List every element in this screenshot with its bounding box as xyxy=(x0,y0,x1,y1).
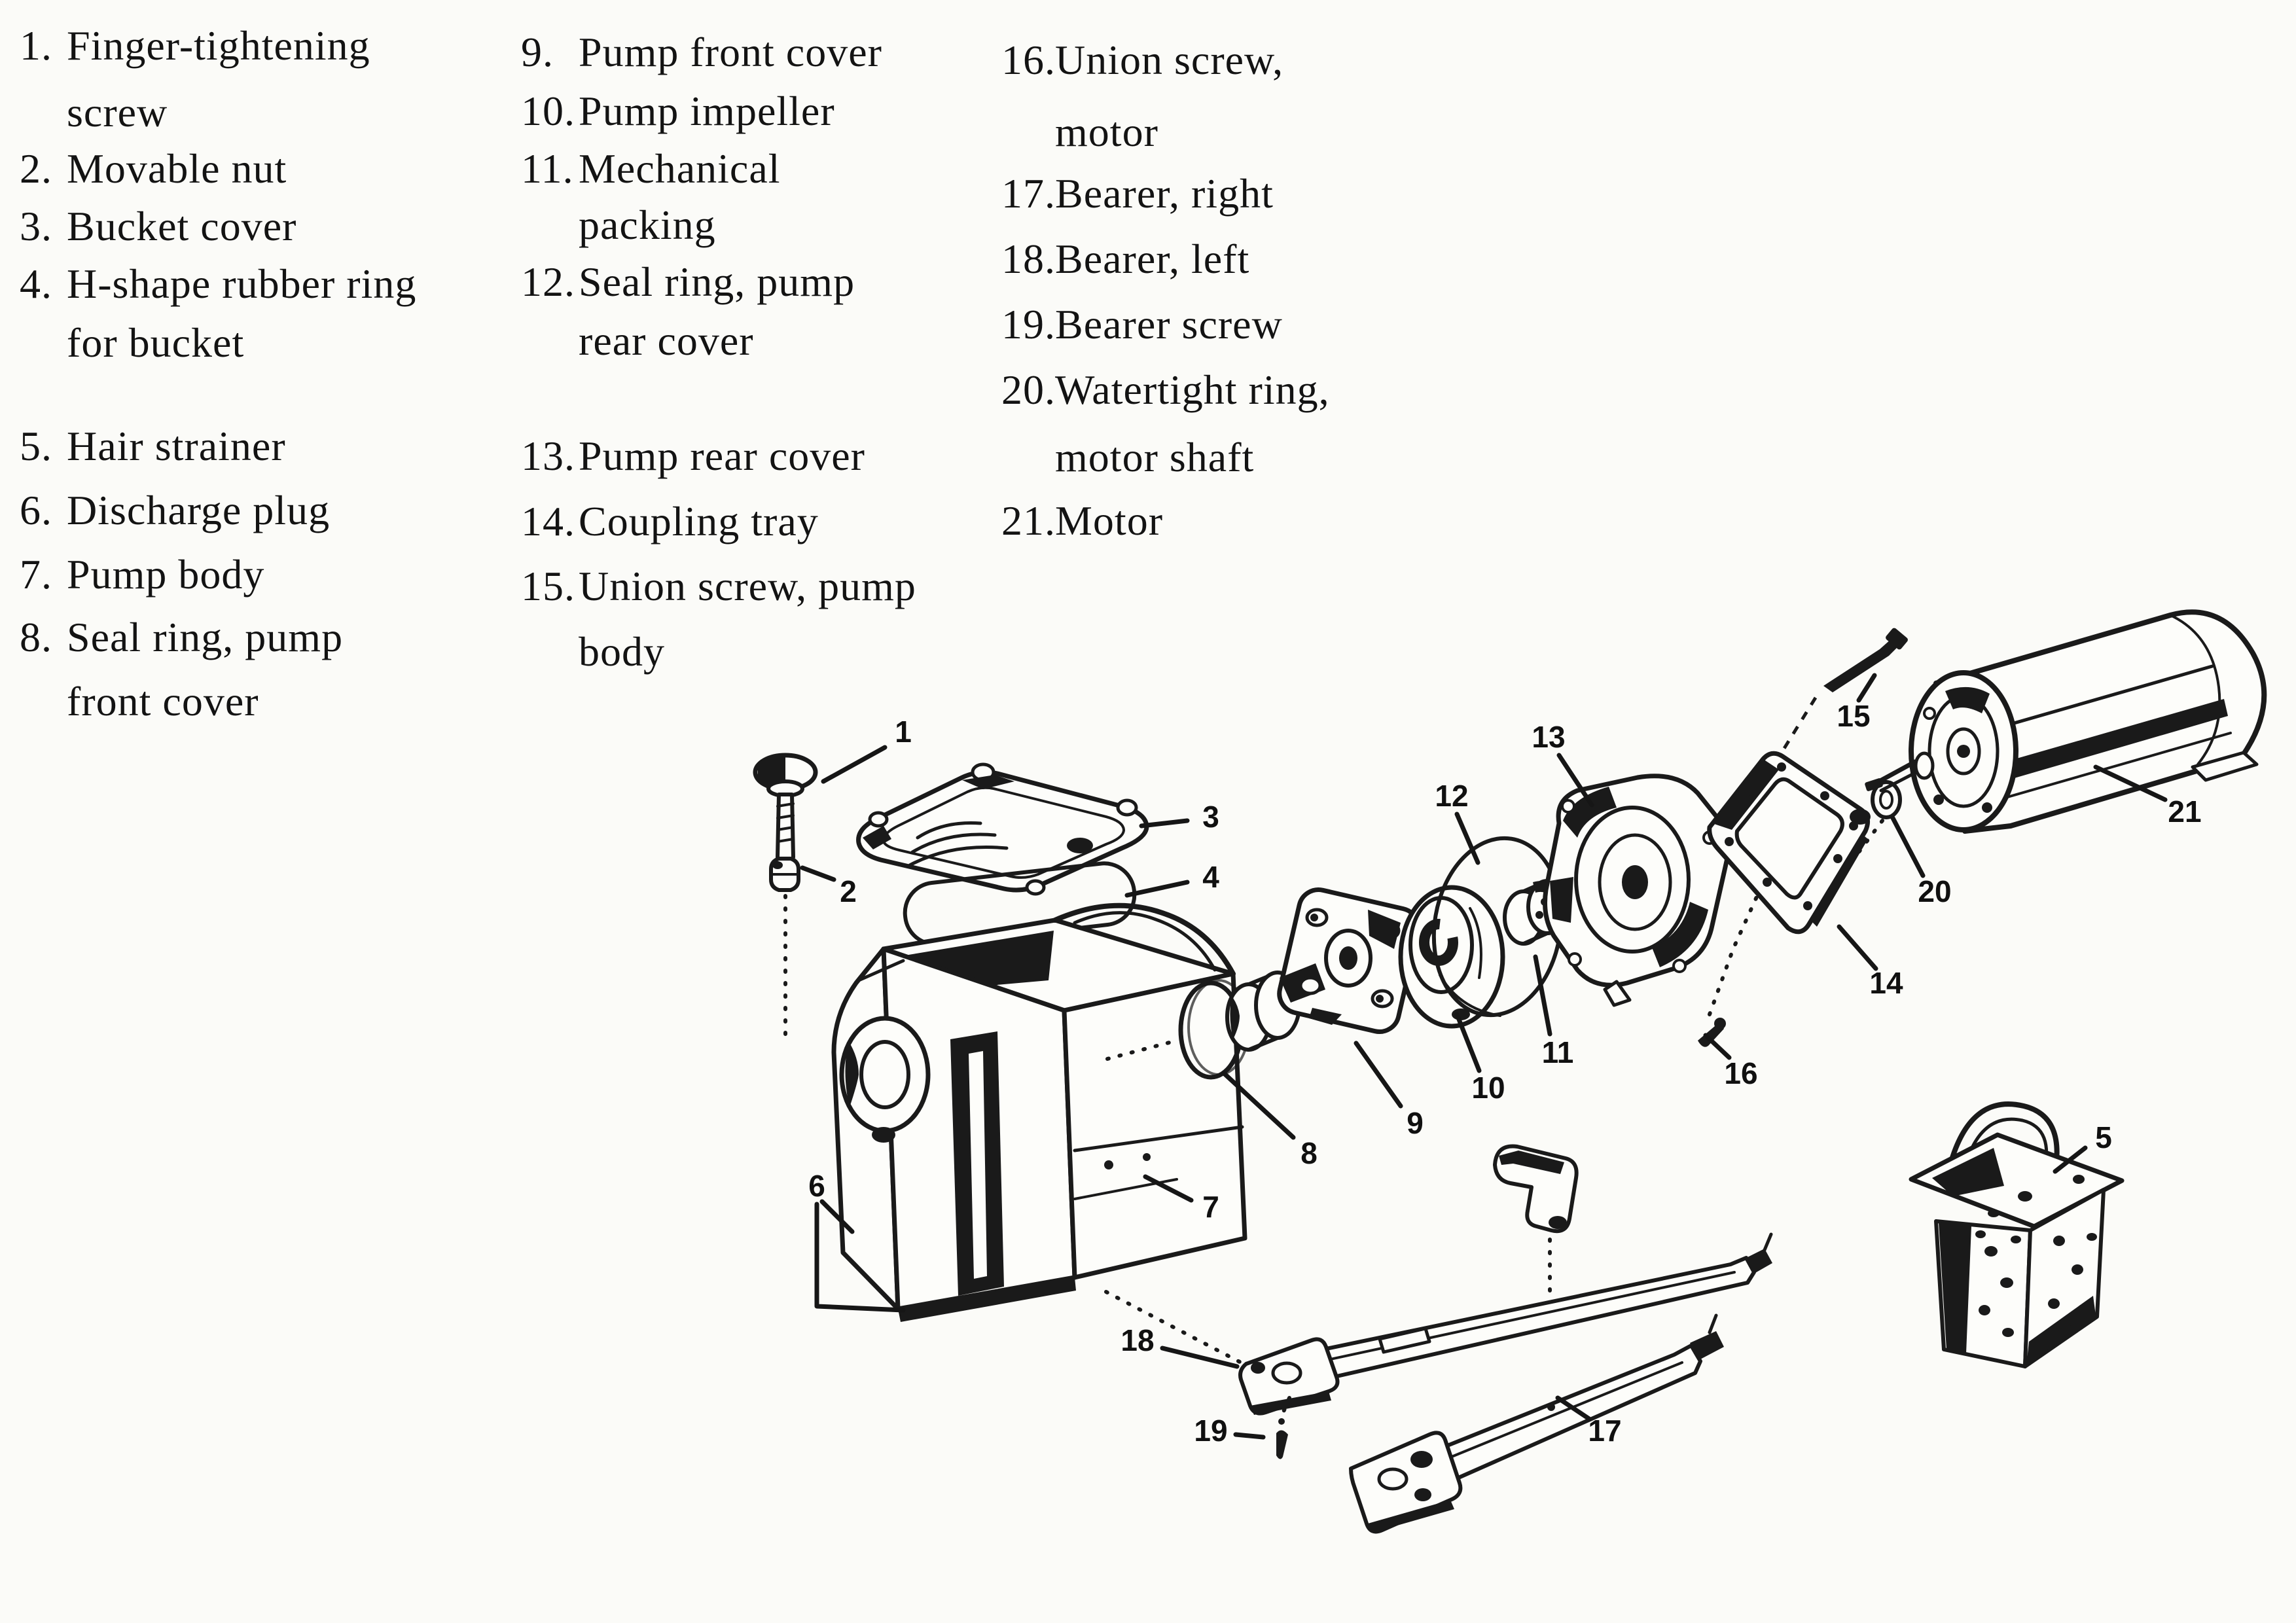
part-list-label: H-shape rubber ring xyxy=(67,260,417,307)
callout-number-5: 5 xyxy=(2095,1120,2112,1154)
callout-number-14: 14 xyxy=(1869,966,1903,1000)
part-list-number: 19. xyxy=(1001,301,1056,348)
part-list-number: 10. xyxy=(521,88,575,134)
part-list-number: 11. xyxy=(521,145,574,192)
part-list-number: 2. xyxy=(20,145,52,192)
callout-number-17: 17 xyxy=(1588,1414,1622,1448)
callout-number-13: 13 xyxy=(1532,720,1566,754)
callout-leader-19 xyxy=(1236,1435,1263,1437)
part-list-number: 18. xyxy=(1001,236,1056,282)
part-list-label: body xyxy=(579,628,665,675)
part-list-number: 14. xyxy=(521,498,575,544)
callout-number-12: 12 xyxy=(1435,779,1469,813)
part-list-label: Pump body xyxy=(67,551,265,597)
part-list-number: 1. xyxy=(20,22,52,69)
callout-number-4: 4 xyxy=(1202,860,1219,894)
callout-leader-9 xyxy=(1356,1043,1401,1106)
part-list-label: motor shaft xyxy=(1055,434,1255,480)
part-list-label: Coupling tray xyxy=(579,498,819,544)
part-list-label: Bucket cover xyxy=(67,203,297,249)
part-list-label: Seal ring, pump xyxy=(579,259,855,305)
part-list-number: 13. xyxy=(521,433,575,479)
callout-leader-20 xyxy=(1893,818,1923,876)
part-list-label: Seal ring, pump xyxy=(67,614,344,660)
callout-leader-2 xyxy=(802,868,834,880)
part-list-label: Pump impeller xyxy=(579,88,835,134)
part-list-label: motor xyxy=(1055,109,1158,155)
part-list-number: 12. xyxy=(521,259,575,305)
part-list-label: Finger-tightening xyxy=(67,22,370,69)
callout-number-16: 16 xyxy=(1724,1056,1758,1090)
part-list-number: 20. xyxy=(1001,366,1056,413)
part-list-number: 4. xyxy=(20,260,52,307)
callout-leader-4 xyxy=(1127,882,1187,895)
callout-number-10: 10 xyxy=(1471,1071,1505,1105)
part-pump-body xyxy=(834,906,1245,1322)
part-list-label: Motor xyxy=(1055,497,1163,544)
part-list-number: 5. xyxy=(20,423,52,469)
part-list-number: 6. xyxy=(20,487,52,533)
callout-leader-16 xyxy=(1706,1035,1729,1058)
part-pump-impeller xyxy=(1401,887,1503,1026)
part-list-number: 3. xyxy=(20,203,52,249)
callout-number-6: 6 xyxy=(808,1169,825,1203)
part-finger-tightening-screw xyxy=(755,755,816,1039)
part-coupling-tray xyxy=(1710,753,1871,932)
part-list-number: 21. xyxy=(1001,497,1056,544)
part-list-label: Pump front cover xyxy=(579,29,882,75)
callout-leader-11 xyxy=(1535,957,1550,1034)
part-union-screw-pump-body xyxy=(1782,627,1909,753)
part-list-label: rear cover xyxy=(579,317,754,364)
part-list-label: Hair strainer xyxy=(67,423,286,469)
part-bearer-screw xyxy=(1276,1418,1288,1459)
part-list-label: front cover xyxy=(67,678,259,724)
callout-leader-18 xyxy=(1162,1348,1237,1366)
callout-number-3: 3 xyxy=(1202,800,1219,834)
part-list-label: Movable nut xyxy=(67,145,287,192)
part-list-label: for bucket xyxy=(67,319,245,366)
part-list-label: Mechanical xyxy=(579,145,781,192)
callout-number-18: 18 xyxy=(1121,1323,1155,1357)
part-list-label: packing xyxy=(579,202,716,248)
callout-leader-1 xyxy=(823,747,885,781)
part-list-label: Bearer, right xyxy=(1055,170,1274,217)
part-list-label: Bearer screw xyxy=(1055,301,1283,348)
part-list-number: 9. xyxy=(521,29,554,75)
callout-number-7: 7 xyxy=(1202,1190,1219,1224)
callout-leader-14 xyxy=(1839,927,1876,969)
callout-number-2: 2 xyxy=(840,874,857,908)
part-list-number: 16. xyxy=(1001,37,1056,83)
callout-number-9: 9 xyxy=(1407,1106,1424,1140)
callout-number-19: 19 xyxy=(1194,1414,1228,1448)
part-hair-strainer xyxy=(1911,1104,2122,1366)
callout-number-11: 11 xyxy=(1541,1035,1574,1069)
callout-number-15: 15 xyxy=(1837,699,1871,733)
part-list-number: 17. xyxy=(1001,170,1056,217)
part-list-number: 8. xyxy=(20,614,52,660)
part-list-label: Watertight ring, xyxy=(1055,366,1330,413)
part-list-label: Pump rear cover xyxy=(579,433,865,479)
part-list-number: 7. xyxy=(20,551,52,597)
callout-leader-3 xyxy=(1141,821,1187,826)
part-pump-rear-cover xyxy=(1545,776,1729,1005)
part-list-number: 15. xyxy=(521,563,575,609)
part-list-label: Bearer, left xyxy=(1055,236,1250,282)
part-list-label: screw xyxy=(67,89,168,135)
part-list-label: Union screw, xyxy=(1055,37,1284,83)
callout-number-20: 20 xyxy=(1918,874,1952,908)
part-bearer-left xyxy=(1106,1234,1772,1416)
part-list-label: Union screw, pump xyxy=(579,563,916,609)
callout-number-8: 8 xyxy=(1300,1136,1318,1170)
part-coupling-tray-bracket xyxy=(1495,1147,1577,1300)
part-list-label: Discharge plug xyxy=(67,487,331,533)
part-movable-nut xyxy=(771,859,798,890)
callout-leader-15 xyxy=(1859,675,1874,700)
callout-number-21: 21 xyxy=(2168,794,2202,829)
callout-number-1: 1 xyxy=(895,715,912,749)
exploded-view-diagram xyxy=(687,556,2296,1623)
part-motor xyxy=(1864,612,2264,831)
